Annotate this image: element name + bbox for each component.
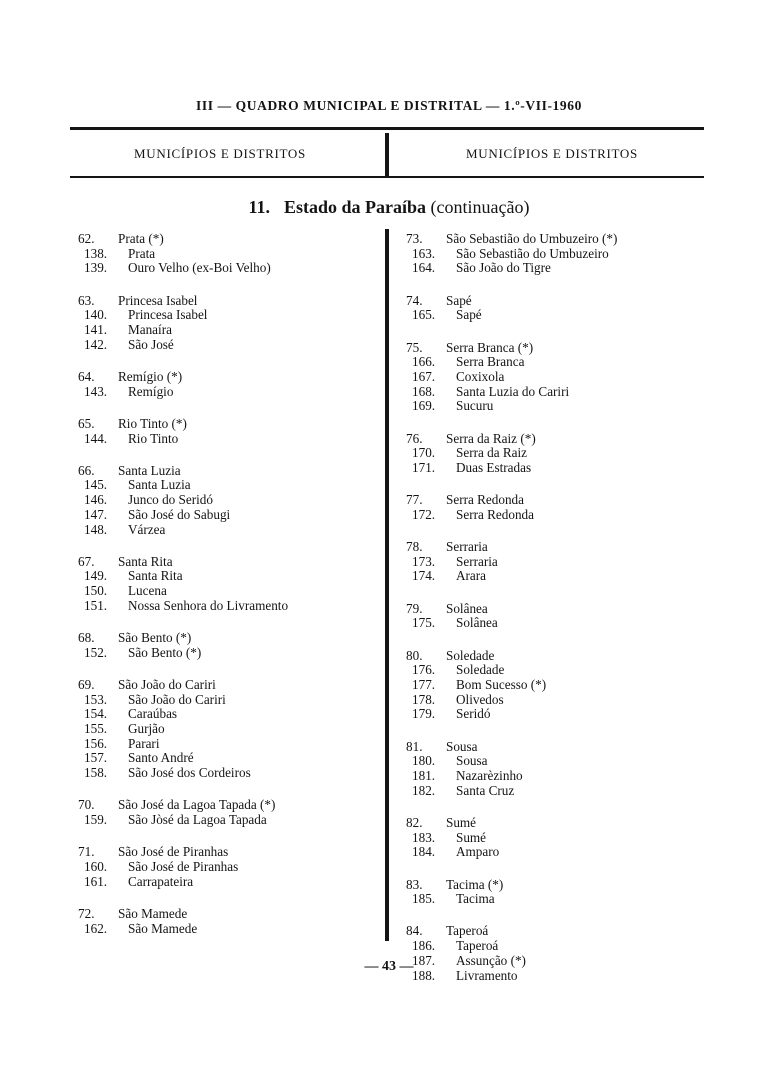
municipality-number: 72. [78, 905, 95, 921]
municipality-entry [70, 370, 382, 385]
municipality-number: 81. [406, 738, 423, 754]
district-number: 169. [412, 398, 436, 414]
municipality-entry [398, 740, 718, 755]
municipality-number: 70. [78, 797, 95, 813]
municipality-number: 71. [78, 844, 95, 860]
district-name: São João do Cariri [128, 691, 226, 707]
district-number: 173. [412, 553, 436, 569]
district-number: 158. [84, 765, 108, 781]
district-entry [70, 751, 382, 766]
district-name: Assunção (*) [456, 952, 526, 968]
district-name: Tacima [456, 891, 495, 907]
district-number: 185. [412, 891, 436, 907]
district-name: Manaíra [128, 322, 172, 338]
municipality-name: Remígio (*) [118, 368, 183, 384]
municipality-number: 77. [406, 492, 423, 508]
district-number: 180. [412, 753, 436, 769]
municipality-name: Princesa Isabel [118, 292, 198, 308]
municipality-number: 80. [406, 647, 423, 663]
district-number: 144. [84, 430, 108, 446]
district-name: Caraúbas [128, 706, 178, 722]
district-entry [70, 766, 382, 781]
district-number: 171. [412, 459, 436, 475]
district-name: Livramento [456, 967, 518, 983]
district-name: Olivedos [456, 691, 504, 707]
district-entry [70, 599, 382, 614]
district-number: 188. [412, 967, 436, 983]
municipality-entry [398, 649, 718, 664]
section-title-state: Estado da Paraíba [284, 197, 427, 217]
district-number: 142. [84, 336, 108, 352]
municipality-name: Serraria [446, 539, 488, 555]
district-entry [398, 693, 718, 708]
district-number: 162. [84, 920, 108, 936]
district-name: Santa Luzia [128, 477, 191, 493]
municipality-entry [70, 907, 382, 922]
municipality-name: São Mamede [118, 905, 188, 921]
district-number: 138. [84, 245, 108, 261]
district-number: 178. [412, 691, 436, 707]
municipality-entry [70, 798, 382, 813]
municipality-entry [70, 845, 382, 860]
municipality-entry [398, 878, 718, 893]
running-title: III — QUADRO MUNICIPAL E DISTRITAL — 1.º-VII-1960 [196, 98, 582, 113]
district-entry [70, 584, 382, 599]
district-name: Santa Luzia do Cariri [456, 383, 570, 399]
municipality-entry [398, 493, 718, 508]
municipality-entry [398, 540, 718, 555]
district-number: 139. [84, 260, 108, 276]
district-name: Sumé [456, 829, 487, 845]
district-entry [70, 523, 382, 538]
district-number: 165. [412, 307, 436, 323]
municipality-block [70, 232, 382, 276]
municipality-number: 83. [406, 876, 423, 892]
municipality-block [398, 649, 718, 723]
district-entry [70, 860, 382, 875]
district-number: 186. [412, 938, 436, 954]
district-entry [70, 493, 382, 508]
municipality-entry [70, 678, 382, 693]
left-column [70, 232, 382, 954]
district-entry [70, 693, 382, 708]
municipality-entry [398, 232, 718, 247]
column-divider [385, 229, 389, 941]
district-name: Serraria [456, 553, 498, 569]
district-number: 176. [412, 662, 436, 678]
district-number: 163. [412, 245, 436, 261]
municipality-entry [398, 341, 718, 356]
district-entry [70, 261, 382, 276]
municipality-block [398, 232, 718, 276]
column-header-right: MUNICÍPIOS E DISTRITOS [466, 146, 638, 161]
district-name: Solânea [456, 615, 498, 631]
district-entry [398, 769, 718, 784]
municipality-number: 82. [406, 814, 423, 830]
district-entry [70, 247, 382, 262]
municipality-number: 74. [406, 292, 423, 308]
municipality-name: Santa Rita [118, 553, 173, 569]
municipality-entry [398, 816, 718, 831]
district-number: 150. [84, 583, 108, 599]
municipality-name: São Bento (*) [118, 630, 192, 646]
district-entry [398, 261, 718, 276]
municipality-number: 65. [78, 415, 95, 431]
district-name: Serra Redonda [456, 506, 534, 522]
district-number: 187. [412, 952, 436, 968]
district-entry [398, 555, 718, 570]
municipality-number: 73. [406, 231, 423, 246]
district-name: Serra Branca [456, 354, 525, 370]
district-number: 154. [84, 706, 108, 722]
district-entry [398, 370, 718, 385]
district-number: 172. [412, 506, 436, 522]
district-number: 164. [412, 260, 436, 276]
district-entry [70, 707, 382, 722]
district-name: Prata [128, 245, 156, 261]
municipality-number: 75. [406, 339, 423, 355]
municipality-name: Santa Luzia [118, 462, 181, 478]
district-number: 153. [84, 691, 108, 707]
municipality-block [398, 341, 718, 415]
district-number: 159. [84, 812, 108, 828]
district-name: Bom Sucesso (*) [456, 676, 547, 692]
district-entry [398, 399, 718, 414]
district-name: Nazarèzinho [456, 767, 523, 783]
district-entry [398, 385, 718, 400]
district-entry [398, 754, 718, 769]
header-divider [385, 133, 389, 176]
municipality-block [70, 845, 382, 889]
district-name: Seridó [456, 706, 491, 722]
district-entry [398, 308, 718, 323]
municipality-number: 68. [78, 630, 95, 646]
district-name: Remígio [128, 383, 174, 399]
district-number: 140. [84, 307, 108, 323]
district-entry [70, 385, 382, 400]
district-number: 141. [84, 322, 108, 338]
municipality-block [70, 631, 382, 660]
district-number: 182. [412, 782, 436, 798]
district-number: 167. [412, 368, 436, 384]
district-entry [398, 707, 718, 722]
municipality-entry [70, 555, 382, 570]
district-number: 152. [84, 644, 108, 660]
district-entry [70, 646, 382, 661]
district-entry [70, 338, 382, 353]
municipality-name: São João do Cariri [118, 676, 216, 692]
district-number: 147. [84, 506, 108, 522]
district-entry [398, 845, 718, 860]
municipality-name: São José da Lagoa Tapada (*) [118, 797, 276, 813]
right-column [398, 232, 718, 1001]
municipality-name: Sumé [446, 814, 477, 830]
district-entry [70, 722, 382, 737]
municipality-name: Solânea [446, 600, 488, 616]
district-name: São João do Tigre [456, 260, 551, 276]
district-entry [70, 478, 382, 493]
district-entry [398, 831, 718, 846]
district-name: Santo André [128, 750, 194, 766]
district-entry [398, 663, 718, 678]
municipality-name: Prata (*) [118, 231, 164, 246]
municipality-name: Serra da Raiz (*) [446, 430, 536, 446]
section-number: 11. [248, 197, 271, 217]
district-number: 156. [84, 735, 108, 751]
district-name: Várzea [128, 521, 166, 537]
municipality-entry [70, 294, 382, 309]
municipality-number: 76. [406, 430, 423, 446]
district-number: 175. [412, 615, 436, 631]
district-number: 149. [84, 568, 108, 584]
municipality-number: 79. [406, 600, 423, 616]
district-name: Junco do Seridó [128, 492, 213, 508]
district-number: 161. [84, 873, 108, 889]
municipality-block [398, 816, 718, 860]
district-name: Serra da Raiz [456, 445, 528, 461]
municipality-number: 67. [78, 553, 95, 569]
district-name: Parari [128, 735, 160, 751]
municipality-name: São Sebastião do Umbuzeiro (*) [446, 231, 618, 246]
municipality-entry [398, 432, 718, 447]
district-number: 170. [412, 445, 436, 461]
district-number: 143. [84, 383, 108, 399]
municipality-block [70, 907, 382, 936]
district-name: São Mamede [128, 920, 198, 936]
municipality-block [398, 432, 718, 476]
district-number: 166. [412, 354, 436, 370]
district-number: 146. [84, 492, 108, 508]
district-entry [398, 569, 718, 584]
municipality-entry [70, 464, 382, 479]
municipality-number: 63. [78, 292, 95, 308]
district-name: Carrapateira [128, 873, 194, 889]
district-name: São Sebastião do Umbuzeiro [456, 245, 609, 261]
district-name: Santa Cruz [456, 782, 515, 798]
municipality-name: São José de Piranhas [118, 844, 229, 860]
municipality-block [398, 878, 718, 907]
municipality-name: Sapé [446, 292, 472, 308]
district-number: 160. [84, 859, 108, 874]
district-entry [398, 355, 718, 370]
district-entry [70, 508, 382, 523]
district-number: 145. [84, 477, 108, 493]
municipality-block [398, 740, 718, 799]
district-entry [70, 308, 382, 323]
municipality-block [70, 798, 382, 827]
municipality-name: Rio Tinto (*) [118, 415, 187, 431]
municipality-block [398, 602, 718, 631]
district-entry [70, 813, 382, 828]
district-entry [398, 247, 718, 262]
district-entry [70, 737, 382, 752]
district-number: 183. [412, 829, 436, 845]
municipality-number: 62. [78, 231, 95, 246]
municipality-number: 66. [78, 462, 95, 478]
column-header-left: MUNICÍPIOS E DISTRITOS [134, 146, 306, 161]
municipality-entry [70, 631, 382, 646]
municipality-block [398, 493, 718, 522]
district-entry [70, 569, 382, 584]
municipality-number: 64. [78, 368, 95, 384]
municipality-name: Taperoá [446, 923, 489, 939]
municipality-block [70, 370, 382, 399]
district-entry [398, 784, 718, 799]
district-name: São Bento (*) [128, 644, 202, 660]
municipality-block [70, 678, 382, 781]
district-number: 168. [412, 383, 436, 399]
municipality-number: 69. [78, 676, 95, 692]
district-name: Sousa [456, 753, 488, 769]
district-entry [70, 323, 382, 338]
municipality-name: Serra Branca (*) [446, 339, 534, 355]
district-number: 177. [412, 676, 436, 692]
district-entry [398, 446, 718, 461]
header-underline-rule [70, 176, 704, 178]
district-number: 181. [412, 767, 436, 783]
district-name: Sucuru [456, 398, 494, 414]
district-number: 148. [84, 521, 108, 537]
district-name: São José [128, 336, 174, 352]
district-number: 157. [84, 750, 108, 766]
municipality-entry [398, 602, 718, 617]
district-entry [398, 616, 718, 631]
municipality-number: 78. [406, 539, 423, 555]
district-name: Soledade [456, 662, 505, 678]
section-title-continuation: (continuação) [430, 197, 530, 217]
district-number: 184. [412, 844, 436, 860]
district-name: Duas Estradas [456, 459, 532, 475]
district-name: São José de Piranhas [128, 859, 239, 874]
district-name: Princesa Isabel [128, 307, 208, 323]
municipality-name: Tacima (*) [446, 876, 504, 892]
page-number: — 43 — [364, 959, 414, 974]
district-name: Arara [456, 568, 487, 584]
municipality-entry [70, 417, 382, 432]
district-number: 174. [412, 568, 436, 584]
municipality-block [70, 555, 382, 614]
district-number: 151. [84, 597, 108, 613]
district-name: Rio Tinto [128, 430, 179, 446]
district-name: Amparo [456, 844, 500, 860]
municipality-name: Sousa [446, 738, 478, 754]
top-rule [70, 127, 704, 130]
municipality-block [70, 294, 382, 353]
section-title [0, 197, 778, 218]
municipality-name: Serra Redonda [446, 492, 524, 508]
district-entry [398, 892, 718, 907]
district-name: São José do Sabugi [128, 506, 231, 522]
district-number: 155. [84, 721, 108, 737]
municipality-name: Soledade [446, 647, 495, 663]
district-name: Coxixola [456, 368, 505, 384]
district-entry [398, 678, 718, 693]
municipality-entry [70, 232, 382, 247]
district-entry [398, 508, 718, 523]
district-entry [70, 432, 382, 447]
municipality-entry [398, 294, 718, 309]
district-name: São Jòsé da Lagoa Tapada [128, 812, 267, 828]
district-name: Nossa Senhora do Livramento [128, 597, 289, 613]
district-name: Lucena [128, 583, 167, 599]
municipality-block [398, 294, 718, 323]
municipality-entry [398, 924, 718, 939]
district-number: 179. [412, 706, 436, 722]
district-entry [398, 461, 718, 476]
district-name: Sapé [456, 307, 482, 323]
municipality-block [70, 464, 382, 538]
district-entry [398, 939, 718, 954]
district-entry [70, 922, 382, 937]
municipality-number: 84. [406, 923, 423, 939]
municipality-block [398, 540, 718, 584]
district-name: Ouro Velho (ex-Boi Velho) [128, 260, 271, 276]
district-entry [70, 875, 382, 890]
district-name: São José dos Cordeiros [128, 765, 251, 781]
municipality-block [70, 417, 382, 446]
district-name: Gurjão [128, 721, 165, 737]
district-name: Santa Rita [128, 568, 183, 584]
district-name: Taperoá [456, 938, 499, 954]
